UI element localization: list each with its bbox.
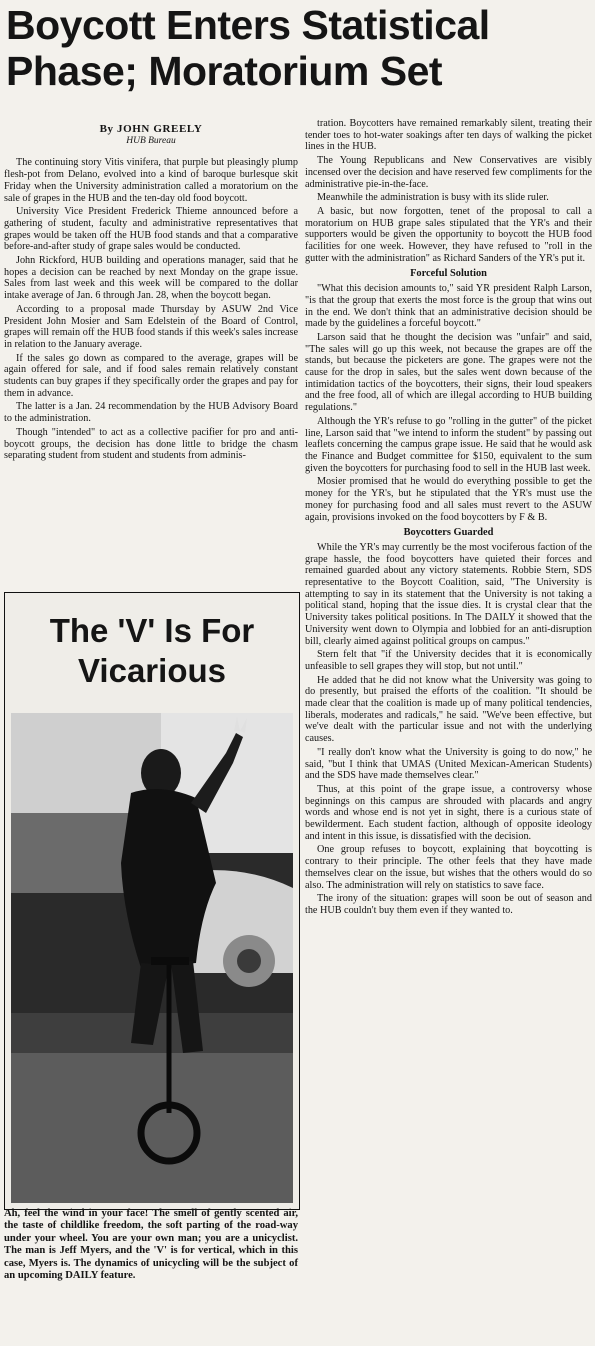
paragraph: If the sales go down as compared to the average, grapes will be again offered for sale, and if food sales remain relatively constant students can buy grapes if they specifically order the grapes and pay for them in advance. [4,352,298,399]
headline-line-1: Boycott Enters Statistical [6,2,490,48]
paragraph: The continuing story Vitis vinifera, that purple but pleasingly plump flesh-pot from Delano, evolved into a kind of baroque burlesque skit Friday when the University administration called a moratorium on the sale of grapes in the HUB and the ten-day old food boycott. [4,157,298,204]
photo-title-line-1: The 'V' Is For [49,612,255,649]
subhead-forceful-solution: Forceful Solution [410,268,487,280]
paragraph: One group refuses to boycott, explaining that boycotting is contrary to their principle. The other feels that they have made themselves clear on the issue, but wishes that the others would do so also. The administration will rely on statistics to save face. [305,844,592,891]
headline [6,2,592,94]
paragraph: "I really don't know what the University is going to do now," he said, "but I think that UMAS (United Mexican-American Students) and the SDS have made themselves clear." [305,746,592,782]
paragraph: Though "intended" to act as a collective pacifier for pro and anti-boycott groups, the decision has done little to bridge the chasm separating student from student and students from adminis- [4,426,298,462]
left-column [4,118,298,464]
paragraph: According to a proposal made Thursday by ASUW 2nd Vice President John Mosier and Sam Edelstein of the Board of Control, grapes will remain off the HUB food stands if this week's sales increase in relation to the January average. [4,303,298,350]
left-article-body [4,157,298,462]
paragraph: Thus, at this point of the grape issue, a controversy whose beginnings on this campus are shrouded with placards and angry words and whose end is not yet in sight, there is a curious state of bewilderment. Each student faction, although of opposite ideology and intent in this issue, is dissatisfied with the decision. [305,783,592,842]
paragraph: John Rickford, HUB building and operations manager, said that he hopes a decision can be reached by next Monday on the grape issue. Sales from last week and this week will be compared to the dollar intake average of Jan. 6 through Jan. 28, when the boycott began. [4,255,298,302]
paragraph: The Young Republicans and New Conservatives are visibly incensed over the decision and have reserved few compliments for the administrative pie-in-the-face. [305,155,592,190]
photo-title-line-2: Vicarious [78,652,226,689]
paragraph: While the YR's may currently be the most vociferous faction of the grape hassle, the food boycotters have quieted their forces and remained guarded about any victory statements. Robbie Stern, SDS representative to the Boycott Coalition, said, "The University is attempting to say in its statement that the University is not taking a political stand, hoping that the issue dies. It is crystal clear that the University takes political positions. In The DAILY it showed that the University went down to Olympia and lobbied for an anti-disruption bill, clearly aimed against political groups on campus." [305,541,592,647]
paragraph: Larson said that he thought the decision was "unfair" and said, "The sales will go up this week, not because the grapes are off the stands, but because the picketers are gone. The grapes were not the cause for the drop in sales, but the sales went down because of the intimidation tactics of the boycotters, their signs, their loud speakers and the free food, all of which are illegal according to HUB building regulations." [305,331,592,414]
right-article-body-a [305,118,592,264]
paragraph: The latter is a Jan. 24 recommendation by the HUB Advisory Board to the administration. [4,401,298,425]
paragraph: The irony of the situation: grapes will soon be out of season and the HUB couldn't buy them even if they wanted to. [305,893,592,916]
headline-line-2: Phase; Moratorium Set [6,48,443,94]
photo-caption: Ah, feel the wind in your face! The smell of gently scented air, the taste of childlike freedom, the soft parting of the road-way under your wheel. You are your own man; you are a unicyclist. The man is Jeff Myers, and the 'V' is for vertical, which in this case, Myers is. The dynamics of unicycling will be the subject of an upcoming DAILY feature. [4,1208,298,1282]
byline: By JOHN GREELY [99,123,203,135]
paragraph: A basic, but now forgotten, tenet of the proposal to call a moratorium on HUB grape sales stipulated that the YR's and their supporters would be given the opportunity to boycott the HUB food facilities for one week. However, they have refused to "roll in the gutter with the administration" as Richard Sanders of the YR's put it. [305,205,592,264]
right-article-body-b [305,283,592,523]
subhead-boycotters-guarded: Boycotters Guarded [403,527,494,539]
photo-box [4,592,300,1210]
bureau-credit: HUB Bureau [126,135,176,146]
paragraph: Mosier promised that he would do everything possible to get the money for the YR's, but he stipulated that the YR's must use the money for purchasing food and all sales must revert to the ASUW again, provisions invoked on the food boycotters by F & B. [305,476,592,523]
photo-title [5,611,299,691]
paragraph: University Vice President Frederick Thieme announced before a gathering of student, faculty and administrative representatives that grapes would be taken off the HUB food stands and that a comparative before-and-after study of grape sales would be conducted. [4,206,298,253]
paragraph: tration. Boycotters have remained remarkably silent, treating their tender toes to hot-water soakings after ten days of walking the picket lines in the HUB. [305,118,592,153]
paragraph: Meanwhile the administration is busy with its slide ruler. [317,192,549,204]
paragraph: "What this decision amounts to," said YR president Ralph Larson, "is that the group that exerts the most force is the group that wins out in the end. We don't think that an administrative decision should be made by the guidelines a forceful boycott." [305,283,592,330]
unicyclist-photo [11,713,293,1203]
paragraph: Although the YR's refuse to go "rolling in the gutter" of the picket line, Larson said that "we intend to inform the student" by passing out leaflets concerning the campus grape issue. He said that he would ask the Finance and Budget committee for $150, equivalent to the sum given the boycotters for purchasing food to sell in the HUB last week. [305,415,592,474]
paragraph: Stern felt that "if the University decides that it is economically unfeasible to sell grapes they will stop, but not until." [305,649,592,672]
right-article-body-c [305,542,592,917]
paragraph: He added that he did not know what the University was going to do presently, but praised the efforts of the coalition. "It should be made clear that the coalition is made up of many political tendencies, liberals, moderates and radicals," he said. "We've been effective, but we've dealt with the particular issue and not with the underlying causes. [305,674,592,745]
right-column [305,118,592,919]
